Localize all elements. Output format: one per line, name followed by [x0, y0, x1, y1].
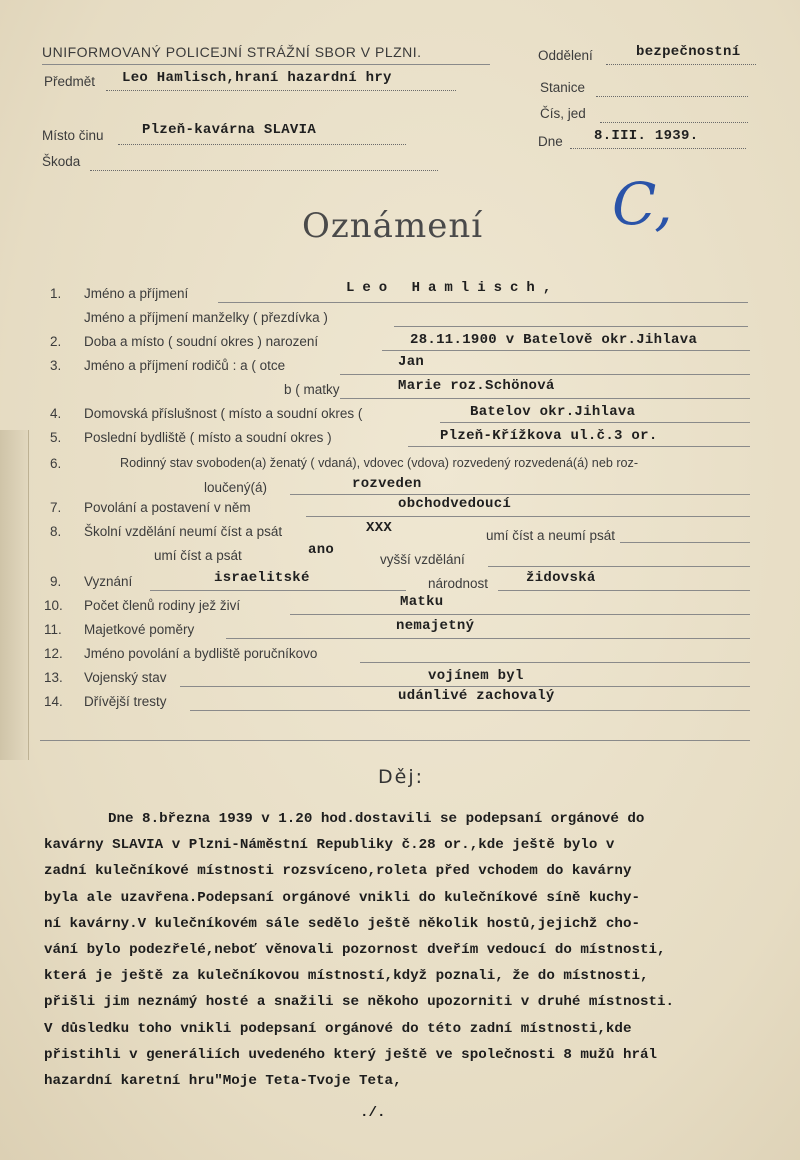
- guardian-line: [360, 662, 750, 663]
- marital-value: rozveden: [352, 476, 422, 492]
- narrative-heading: Děj:: [378, 766, 424, 788]
- field-number: 14.: [44, 694, 63, 709]
- property-line: [226, 638, 750, 639]
- literate-value: ano: [308, 542, 335, 558]
- marital-label-cont: loučený(á): [204, 480, 268, 495]
- residence-label: Poslední bydliště ( místo a soudní okres ): [84, 430, 332, 445]
- domicile-line: [440, 422, 750, 423]
- father-value: Jan: [398, 354, 425, 370]
- guardian-label: Jméno povolání a bydliště poručníkovo: [84, 646, 318, 661]
- property-label: Majetkové poměry: [84, 622, 195, 637]
- spouse-label: Jméno a příjmení manželky ( přezdívka ): [84, 310, 328, 325]
- field-number: 9.: [50, 574, 62, 589]
- date-label: Dne: [538, 134, 563, 149]
- field-number: 2.: [50, 334, 62, 349]
- narrative-line: zadní kulečníkové místnosti rozsvíceno,roleta před vchodem do kavárny: [44, 863, 632, 880]
- place-line: [118, 144, 406, 145]
- residence-line: [408, 446, 750, 447]
- narrative-line: V důsledku toho vnikli podepsaní orgánové do této zadní místnosti,kde: [44, 1020, 632, 1037]
- department-line: [606, 64, 756, 65]
- mother-label: b ( matky: [284, 382, 340, 397]
- prior-convictions-line: [190, 710, 750, 711]
- department-label: Oddělení: [538, 48, 593, 63]
- nationality-line: [498, 590, 750, 591]
- narrative-line: přistihli v generáliích uvedeného který ještě ve společnosti 8 mužů hrál: [44, 1046, 657, 1063]
- family-count-label: Počet členů rodiny jež živí: [84, 598, 241, 613]
- place-label: Místo činu: [42, 128, 104, 143]
- prior-convictions-label: Dřívější tresty: [84, 694, 167, 709]
- name-value: Leo Hamlisch,: [346, 280, 560, 296]
- field-number: 5.: [50, 430, 62, 445]
- authority-underline: [42, 64, 490, 65]
- occupation-value: obchodvedoucí: [398, 496, 512, 512]
- authority-heading: UNIFORMOVANÝ POLICEJNÍ STRÁŽNÍ SBOR V PLZNI.: [42, 44, 422, 60]
- subject-line: [106, 90, 456, 91]
- education-line: [620, 542, 750, 543]
- torn-left-edge: [0, 430, 29, 760]
- property-value: nemajetný: [396, 618, 475, 634]
- blank-line: [40, 740, 750, 741]
- place-value: Plzeň-kavárna SLAVIA: [142, 122, 317, 138]
- spouse-line: [394, 326, 748, 327]
- field-number: 1.: [50, 286, 62, 301]
- station-label: Stanice: [540, 80, 586, 95]
- mother-value: Marie roz.Schönová: [398, 378, 555, 394]
- narrative-line: hazardní karetní hru"Moje Teta-Tvoje Teta,: [44, 1073, 402, 1090]
- domicile-value: Batelov okr.Jihlava: [470, 404, 636, 420]
- name-line: [218, 302, 748, 303]
- narrative-line: ní kavárny.V kulečníkovém sále sedělo ještě několik hostů,jejichž cho-: [44, 915, 640, 932]
- marital-line: [290, 494, 750, 495]
- mother-line: [340, 398, 750, 399]
- military-label: Vojenský stav: [84, 670, 167, 685]
- document-title: Oznámení: [302, 206, 484, 246]
- narrative-line: vání bylo podezřelé,neboť věnovali pozornost dveřím vedoucí do místnosti,: [44, 942, 666, 959]
- birth-label: Doba a místo ( soudní okres ) narození: [84, 334, 319, 349]
- name-label: Jméno a příjmení: [84, 286, 189, 301]
- number-line: [600, 122, 748, 123]
- occupation-line: [306, 516, 750, 517]
- field-number: 7.: [50, 500, 62, 515]
- nationality-label: národnost: [428, 576, 489, 591]
- occupation-label: Povolání a postavení v něm: [84, 500, 251, 515]
- subject-label: Předmět: [44, 74, 96, 89]
- prior-convictions-value: udánlivé zachovalý: [398, 688, 555, 704]
- narrative-line: kavárny SLAVIA v Plzni-Náměstní Republiky č.28 or.,kde ještě bylo v: [44, 837, 615, 854]
- handwritten-c-mark: C,: [612, 170, 673, 238]
- religion-value: israelitské: [214, 570, 310, 586]
- military-value: vojínem byl: [428, 668, 524, 684]
- religion-line: [150, 590, 406, 591]
- residence-value: Plzeň-Křížkova ul.č.3 or.: [440, 428, 658, 444]
- field-number: 6.: [50, 456, 62, 471]
- narrative-line: přišli jim neznámý hosté a snažili se někoho upozorniti v druhé místnosti.: [44, 994, 675, 1011]
- narrative-line: která je ještě za kulečníkovou místností,když poznali, že do místnosti,: [44, 968, 649, 985]
- number-label: Čís, jed: [540, 106, 586, 121]
- field-number: 4.: [50, 406, 62, 421]
- marital-label: Rodinný stav svoboden(a) ženatý ( vdaná), vdovec (vdova) rozvedený rozvedená(á) neb roz-: [120, 456, 639, 470]
- date-value: 8.III. 1939.: [594, 128, 699, 144]
- family-count-value: Matku: [400, 594, 444, 610]
- literate-label: umí číst a psát: [154, 548, 242, 563]
- narrative-line: byla ale uzavřena.Podepsaní orgánové vnikli do kulečníkové síně kuchy-: [44, 889, 640, 906]
- education-label: Školní vzdělání neumí číst a psát: [84, 524, 283, 539]
- education-label-2: umí číst a neumí psát: [486, 528, 616, 543]
- father-label: Jméno a příjmení rodičů : a ( otce: [84, 358, 286, 373]
- family-count-line: [290, 614, 750, 615]
- field-number: 10.: [44, 598, 63, 613]
- narrative-line: Dne 8.března 1939 v 1.20 hod.dostavili se podepsaní orgánové do: [108, 811, 645, 827]
- military-line: [180, 686, 750, 687]
- education-strike: XXX: [366, 520, 393, 536]
- continuation-mark: ./.: [360, 1105, 386, 1122]
- station-line: [596, 96, 748, 97]
- higher-education-line: [488, 566, 750, 567]
- higher-education-label: vyšší vzdělání: [380, 552, 465, 567]
- nationality-value: židovská: [526, 570, 596, 586]
- birth-value: 28.11.1900 v Batelově okr.Jihlava: [410, 332, 698, 348]
- narrative-body: [44, 806, 674, 1126]
- field-number: 8.: [50, 524, 62, 539]
- father-line: [340, 374, 750, 375]
- department-value: bezpečnostní: [636, 44, 741, 60]
- field-number: 11.: [44, 622, 62, 637]
- subject-value: Leo Hamlisch,hraní hazardní hry: [122, 70, 392, 86]
- field-number: 12.: [44, 646, 63, 661]
- damage-label: Škoda: [42, 154, 81, 169]
- field-number: 13.: [44, 670, 63, 685]
- date-line: [570, 148, 746, 149]
- domicile-label: Domovská příslušnost ( místo a soudní okres (: [84, 406, 363, 421]
- religion-label: Vyznání: [84, 574, 133, 589]
- damage-line: [90, 170, 438, 171]
- birth-line: [382, 350, 750, 351]
- field-number: 3.: [50, 358, 62, 373]
